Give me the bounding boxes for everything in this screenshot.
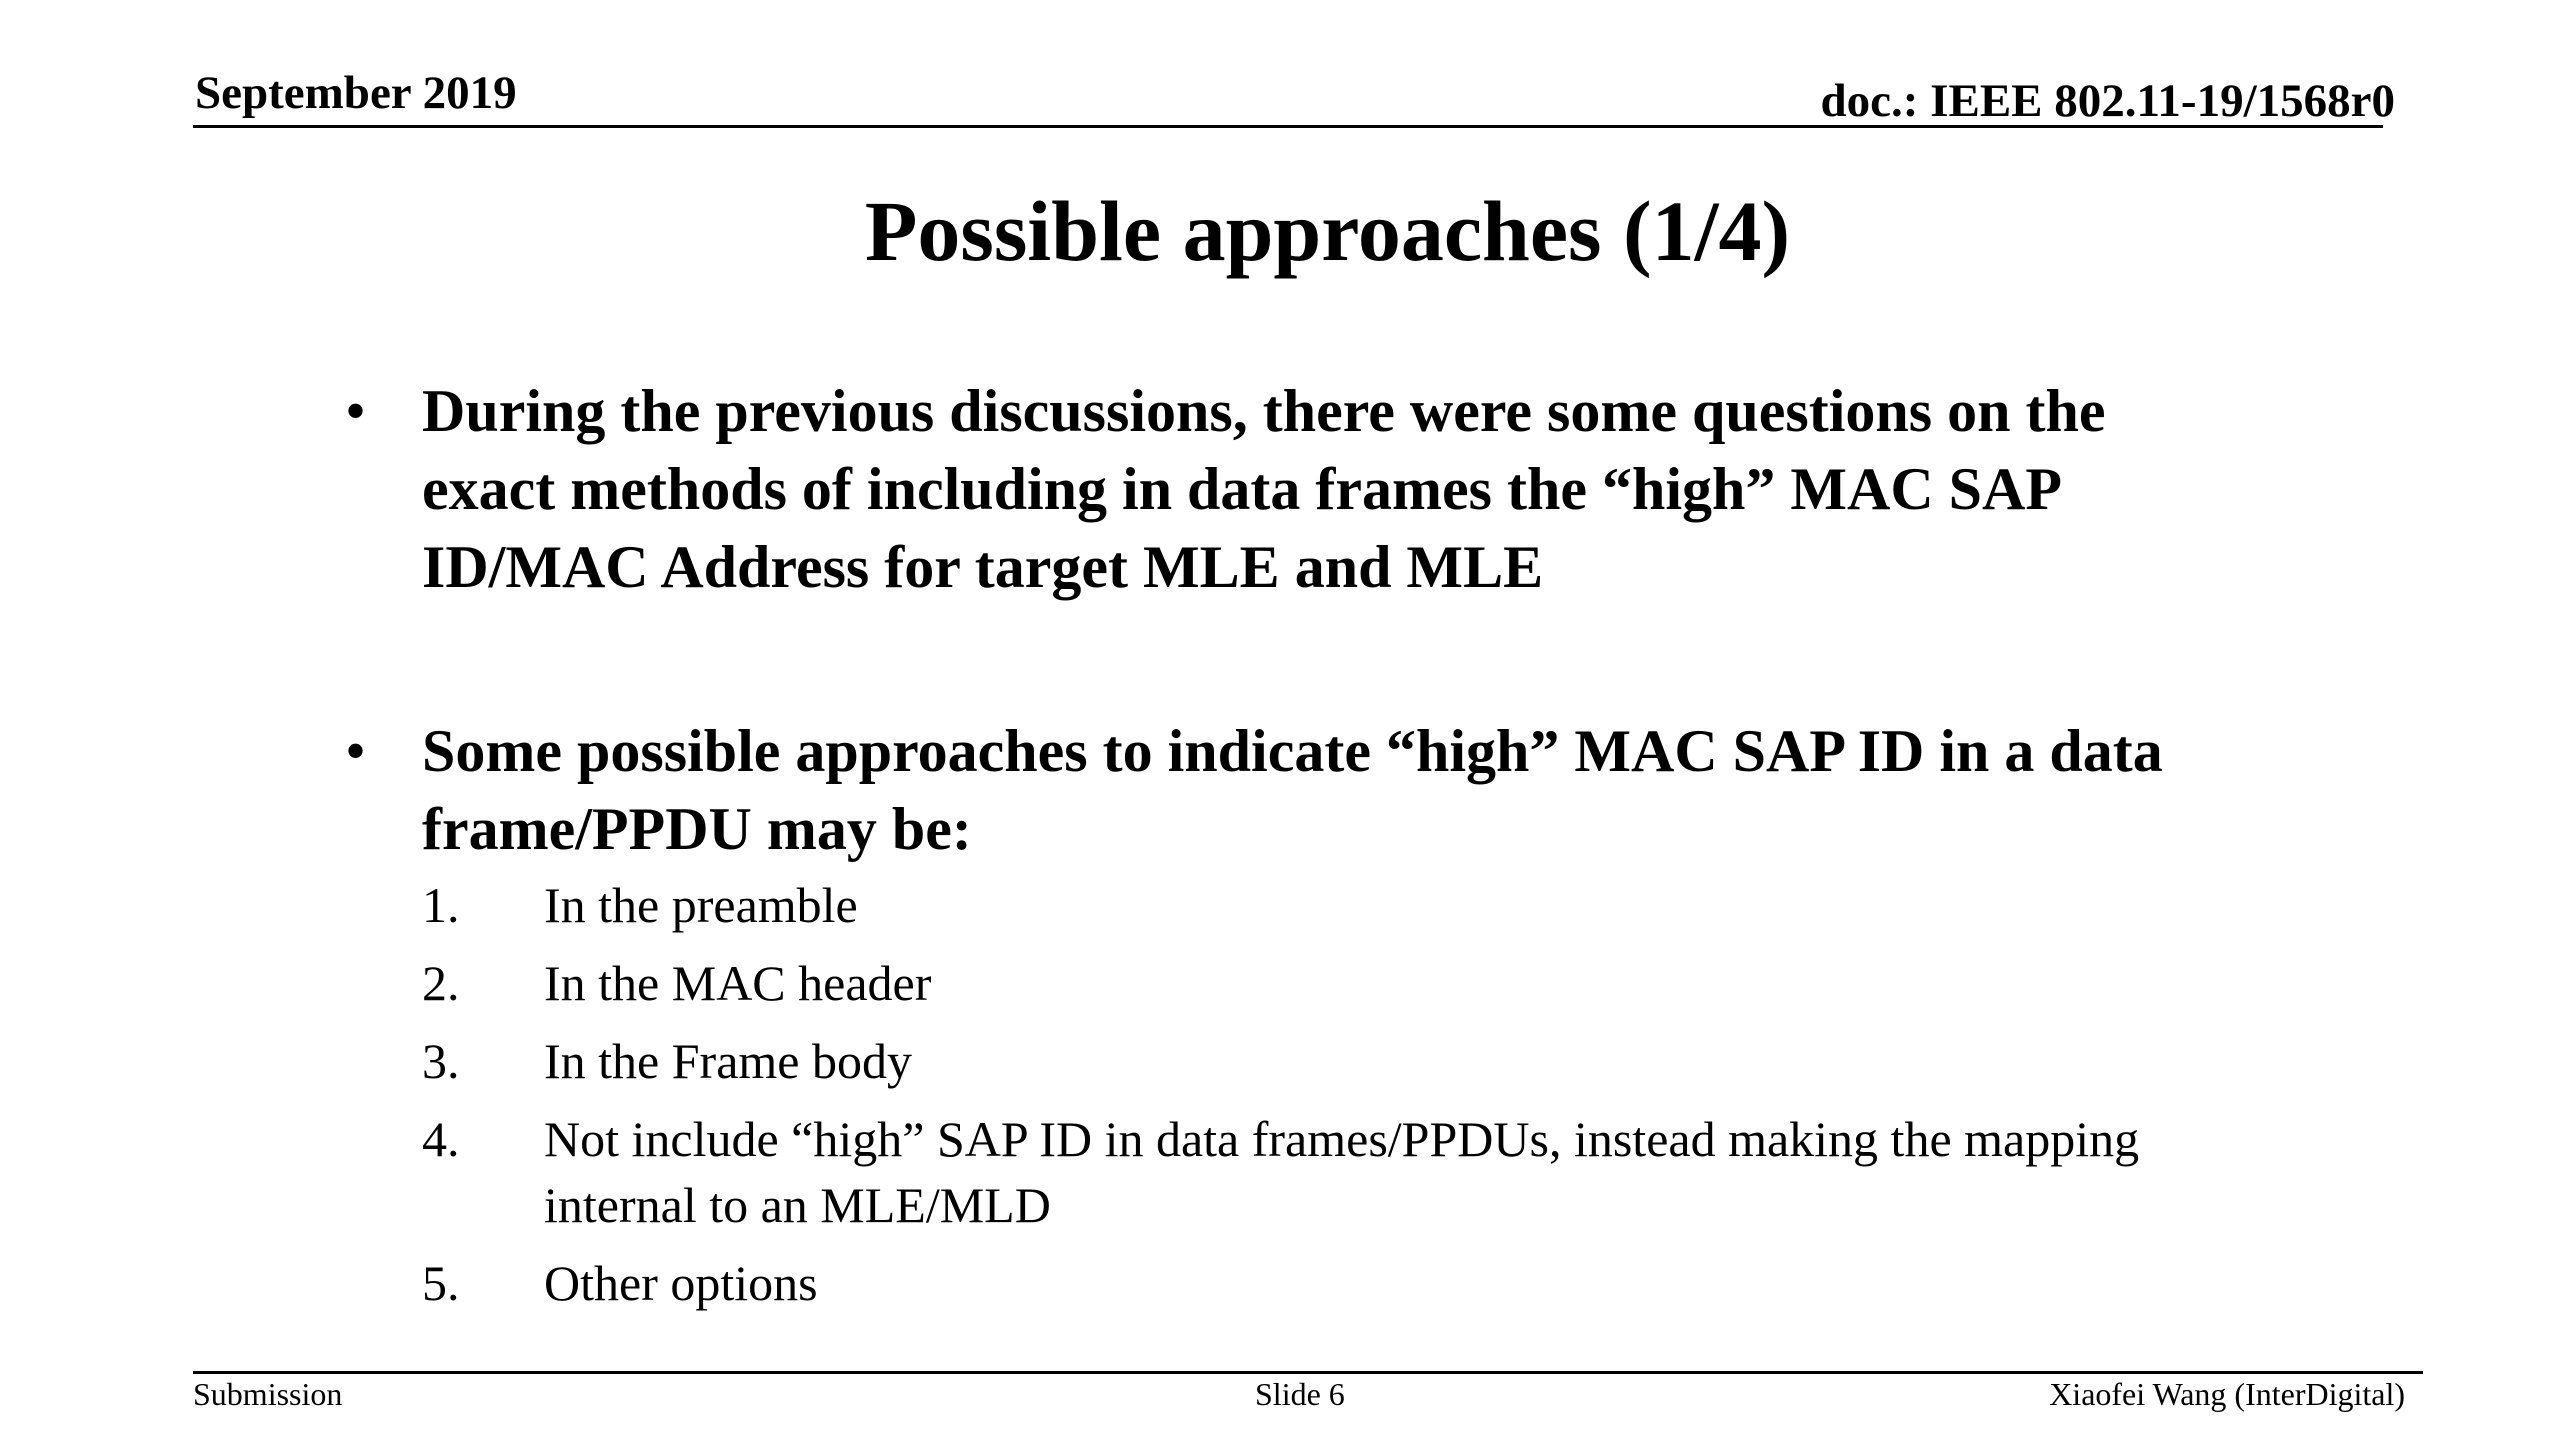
footer-divider bbox=[193, 1371, 2423, 1374]
item-text: Other options bbox=[544, 1255, 818, 1311]
item-text: In the Frame body bbox=[544, 1033, 912, 1089]
item-number: 2. bbox=[422, 955, 460, 1011]
slide-title: Possible approaches (1/4) bbox=[864, 183, 1791, 279]
item-number: 1. bbox=[422, 877, 460, 933]
numbered-item bbox=[422, 1250, 2205, 1316]
footer-author: Xiaofei Wang (InterDigital) bbox=[2049, 1376, 2405, 1412]
bullet-item bbox=[345, 712, 2205, 1316]
footer-slide-number: Slide 6 bbox=[1255, 1376, 1345, 1412]
footer-submission: Submission bbox=[193, 1376, 343, 1412]
bullet-text: Some possible approaches to indicate “high” MAC SAP ID in a data frame/PPDU may be: bbox=[422, 718, 2163, 862]
item-text: Not include “high” SAP ID in data frames/PPDUs, instead making the mapping internal to an MLE/MLD bbox=[544, 1111, 2140, 1233]
header-doc-id: doc.: IEEE 802.11-19/1568r0 bbox=[1820, 75, 2395, 127]
numbered-item bbox=[422, 1028, 2205, 1094]
bullet-item bbox=[345, 372, 2205, 606]
header-date: September 2019 bbox=[195, 67, 517, 119]
bullet-text: During the previous discussions, there were some questions on the exact methods of including in data frames the “high” MAC SAP ID/MAC Address for target MLE and MLE bbox=[422, 378, 2106, 600]
item-number: 5. bbox=[422, 1255, 460, 1311]
numbered-item bbox=[422, 950, 2205, 1016]
item-number: 4. bbox=[422, 1111, 460, 1167]
bullet-marker: • bbox=[345, 718, 367, 784]
item-text: In the MAC header bbox=[544, 955, 932, 1011]
bullet-list bbox=[345, 372, 2205, 1316]
bullet-marker: • bbox=[345, 378, 367, 444]
item-text: In the preamble bbox=[544, 877, 858, 933]
header-divider bbox=[193, 125, 2383, 128]
numbered-item bbox=[422, 872, 2205, 938]
item-number: 3. bbox=[422, 1033, 460, 1089]
numbered-list bbox=[422, 872, 2205, 1316]
numbered-item bbox=[422, 1106, 2205, 1238]
